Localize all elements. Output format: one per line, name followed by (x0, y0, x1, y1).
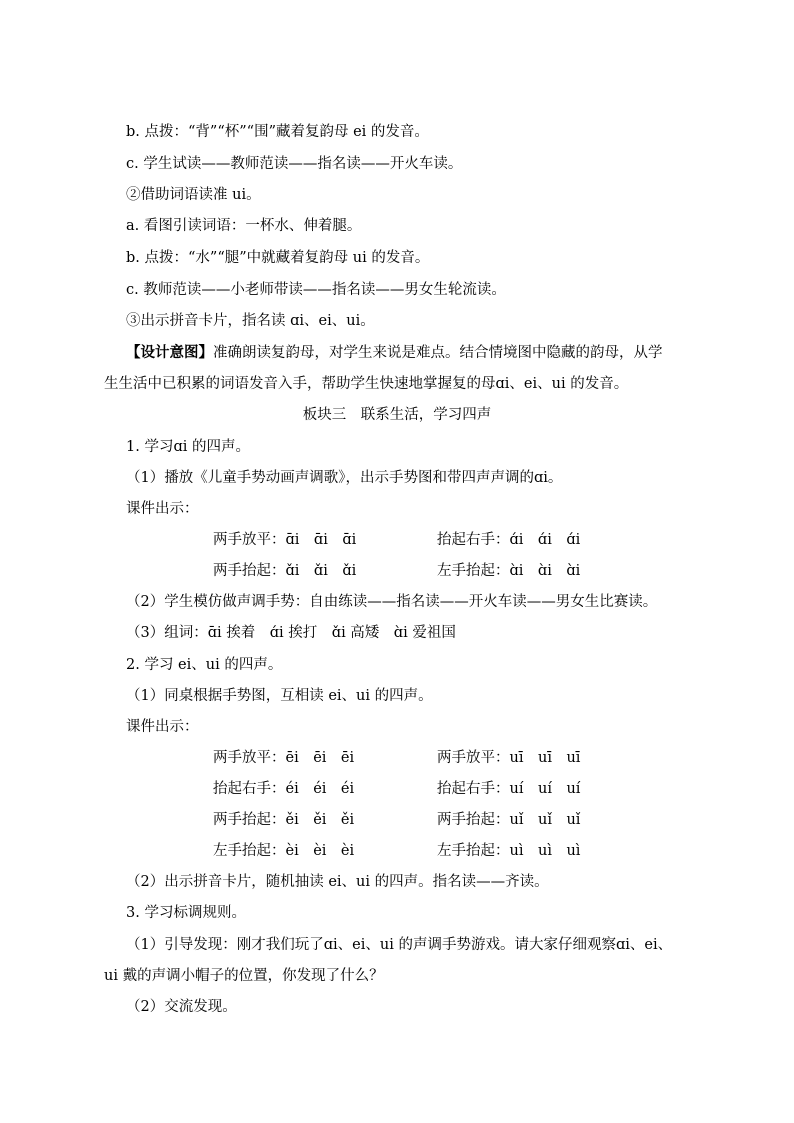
tone-row: 两手放平：ēi ēi ēi (213, 750, 355, 766)
text-line: 2. 学习 ei、ui 的四声。 (126, 657, 283, 673)
text-line: b. 点拨：“水”“腿”中就藏着复韵母 ui 的发音。 (126, 250, 430, 266)
text-line: b. 点拨：“背”“杯”“围”藏着复韵母 ei 的发音。 (126, 124, 429, 140)
tone-row: 两手放平：ɑ̄i ɑ̄i ɑ̄i (213, 532, 357, 548)
tone-row: 左手抬起：ɑ̀i ɑ̀i ɑ̀i (437, 563, 581, 579)
text-line: a. 看图引读词语：一杯水、伸着腿。 (126, 218, 362, 234)
text-line: 1. 学习ɑi 的四声。 (126, 439, 250, 455)
text-line: 课件出示： (126, 501, 199, 517)
tone-row: 左手抬起：èi èi èi (213, 843, 355, 859)
design-intent-text: 准确朗读复韵母，对学生来说是难点。结合情境图中隐藏的韵母，从学 (213, 345, 663, 361)
text-line: （2）出示拼音卡片，随机抽读 ei、ui 的四声。指名读——齐读。 (126, 874, 549, 890)
tone-row: 两手抬起：ɑ̌i ɑ̌i ɑ̌i (213, 563, 357, 579)
text-line: （1）播放《儿童手势动画声调歌》，出示手势图和带四声声调的ɑi。 (126, 470, 563, 486)
text-line: （2）学生模仿做声调手势：自由练读——指名读——开火车读——男女生比赛读。 (126, 594, 658, 610)
text-line: ③出示拼音卡片，指名读 ɑi、ei、ui。 (126, 313, 375, 329)
text-line: c. 学生试读——教师范读——指名读——开火车读。 (126, 156, 463, 172)
text-line: （1）同桌根据手势图，互相读 ei、ui 的四声。 (126, 688, 433, 704)
text-line: 课件出示： (126, 719, 199, 735)
tone-row: 抬起右手：éi éi éi (213, 781, 355, 797)
text-line: （1）引导发现：刚才我们玩了ɑi、ei、ui 的声调手势游戏。请大家仔细观察ɑi、ei、 (126, 937, 673, 953)
section-title: 板块三 联系生活，学习四声 (302, 407, 492, 423)
tone-row: 左手抬起：uì uì uì (437, 843, 581, 859)
tone-row: 抬起右手：ɑ́i ɑ́i ɑ́i (437, 532, 581, 548)
text-line: ui 戴的声调小帽子的位置，你发现了什么？ (104, 968, 384, 984)
text-line: c. 教师范读——小老师带读——指名读——男女生轮流读。 (126, 282, 506, 298)
tone-row: 两手放平：uī uī uī (437, 750, 581, 766)
text-line: 生生活中已积累的词语发音入手，帮助学生快速地掌握复的母ɑi、ei、ui 的发音。 (104, 376, 629, 392)
tone-row: 抬起右手：uí uí uí (437, 781, 581, 797)
tone-row: 两手抬起：ěi ěi ěi (213, 812, 355, 828)
tone-row: 两手抬起：uǐ uǐ uǐ (437, 812, 581, 828)
design-intent-label: 【设计意图】 (126, 344, 213, 361)
design-intent (126, 343, 663, 363)
text-line: （2）交流发现。 (126, 999, 237, 1015)
text-line: ②借助词语读准 ui。 (126, 187, 261, 203)
text-line: （3）组词：ɑ̄i 挨着 ɑ́i 挨打 ɑ̌i 高矮 ɑ̀i 爱祖国 (126, 625, 456, 641)
text-line: 3. 学习标调规则。 (126, 905, 246, 921)
